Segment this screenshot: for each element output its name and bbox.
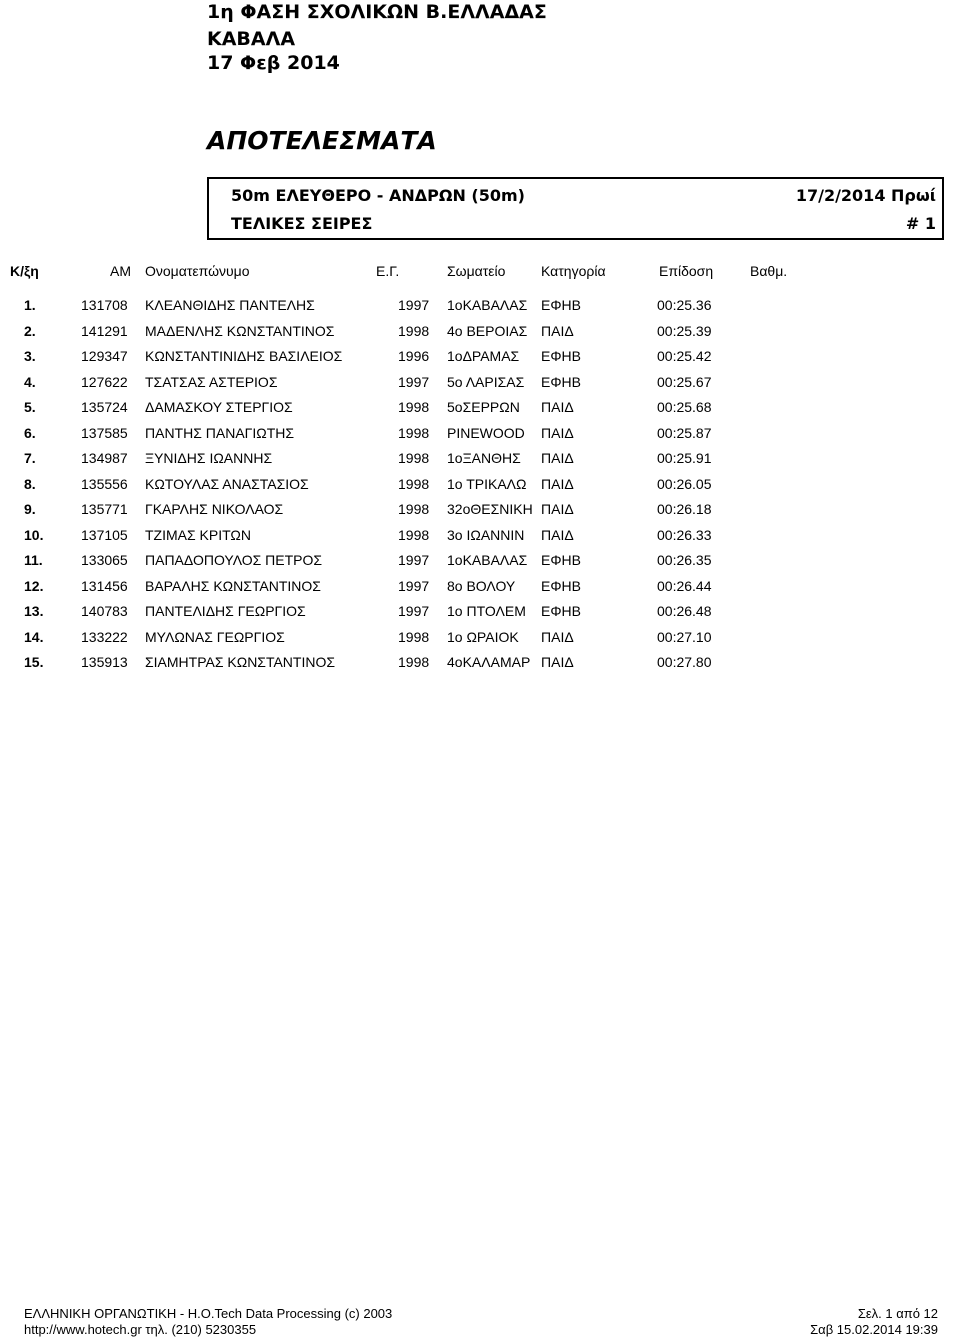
table-row xyxy=(0,449,960,475)
table-row xyxy=(0,424,960,450)
row-year: 1998 xyxy=(398,501,430,517)
table-row xyxy=(0,628,960,654)
row-club: 1οΞΑΝΘΗΣ xyxy=(447,450,521,466)
row-rank: 5. xyxy=(24,399,36,415)
row-name: ΠΑΝΤΕΛΙΔΗΣ ΓΕΩΡΓΙΟΣ xyxy=(145,603,306,619)
col-header-category: Κατηγορία xyxy=(541,263,606,279)
row-club: PINEWOOD xyxy=(447,424,525,441)
row-time: 00:27.10 xyxy=(657,628,712,645)
meet-date: 17 Φεβ 2014 xyxy=(207,52,340,74)
event-box xyxy=(207,177,944,240)
row-rank: 8. xyxy=(24,475,36,492)
table-row xyxy=(0,347,960,373)
event-name: 50m ΕΛΕΥΘΕΡΟ - ΑΝΔΡΩΝ (50m) xyxy=(231,186,525,205)
table-row xyxy=(0,373,960,399)
row-rank: 4. xyxy=(24,373,36,390)
footer-page-number: Σελ. 1 από 12 xyxy=(857,1306,938,1321)
row-rank: 3. xyxy=(24,348,36,364)
row-rank: 13. xyxy=(24,603,44,619)
table-row xyxy=(0,500,960,526)
table-row xyxy=(0,551,960,577)
row-category: ΕΦΗΒ xyxy=(541,603,581,619)
row-rank: 14. xyxy=(24,628,44,645)
row-year: 1997 xyxy=(398,373,430,390)
row-club: 1οΚΑΒΑΛΑΣ xyxy=(447,552,528,568)
row-club: 1οΚΑΒΑΛΑΣ xyxy=(447,297,528,313)
row-year: 1996 xyxy=(398,348,430,364)
row-time: 00:26.05 xyxy=(657,475,712,492)
row-am: 135771 xyxy=(81,501,128,517)
footer-printed-date: Σαβ 15.02.2014 19:39 xyxy=(810,1322,938,1337)
row-time: 00:25.68 xyxy=(657,399,712,415)
row-club: 32οΘΕΣΝΙΚΗ xyxy=(447,501,533,517)
row-rank: 15. xyxy=(24,654,44,670)
row-rank: 2. xyxy=(24,322,36,339)
row-name: ΜΑΔΕΝΛΗΣ ΚΩΝΣΤΑΝΤΙΝΟΣ xyxy=(145,322,335,339)
row-club: 5οΣΕΡΡΩΝ xyxy=(447,399,520,415)
row-time: 00:25.39 xyxy=(657,322,712,339)
row-am: 137105 xyxy=(81,526,128,543)
col-header-rank: Κ/ξη xyxy=(10,263,39,279)
table-row xyxy=(0,398,960,424)
row-am: 133222 xyxy=(81,628,128,645)
row-category: ΠΑΙΔ xyxy=(541,450,574,466)
row-year: 1998 xyxy=(398,654,430,670)
row-time: 00:26.48 xyxy=(657,603,712,619)
event-datetime: 17/2/2014 Πρωί xyxy=(795,186,936,205)
row-rank: 6. xyxy=(24,424,36,441)
meet-city: ΚΑΒΑΛΑ xyxy=(207,28,296,50)
row-name: ΚΛΕΑΝΘΙΔΗΣ ΠΑΝΤΕΛΗΣ xyxy=(145,297,315,313)
row-category: ΠΑΙΔ xyxy=(541,475,574,492)
row-time: 00:25.67 xyxy=(657,373,712,390)
row-time: 00:26.44 xyxy=(657,577,712,594)
meet-title: 1η ΦΑΣΗ ΣΧΟΛΙΚΩΝ Β.ΕΛΛΑΔΑΣ xyxy=(207,1,547,23)
row-am: 133065 xyxy=(81,552,128,568)
row-category: ΕΦΗΒ xyxy=(541,373,581,390)
col-header-points: Βαθμ. xyxy=(750,263,788,279)
row-year: 1998 xyxy=(398,424,430,441)
row-category: ΕΦΗΒ xyxy=(541,348,581,364)
row-name: ΠΑΠΑΔΟΠΟΥΛΟΣ ΠΕΤΡΟΣ xyxy=(145,552,323,568)
row-club: 4ο ΒΕΡΟΙΑΣ xyxy=(447,322,528,339)
footer-organization: ΕΛΛΗΝΙΚΗ ΟΡΓΑΝΩΤΙΚΗ - Η.Ο.Tech Data Processing (c) 2003 xyxy=(24,1306,393,1321)
row-time: 00:25.42 xyxy=(657,348,712,364)
table-row xyxy=(0,475,960,501)
table-row xyxy=(0,322,960,348)
row-club: 1ο ΩΡΑΙΟΚ xyxy=(447,628,519,645)
col-header-am: ΑΜ xyxy=(110,263,131,279)
row-category: ΠΑΙΔ xyxy=(541,526,574,543)
row-am: 141291 xyxy=(81,322,128,339)
row-time: 00:25.91 xyxy=(657,450,712,466)
row-time: 00:27.80 xyxy=(657,654,712,670)
row-am: 131456 xyxy=(81,577,128,594)
row-rank: 9. xyxy=(24,501,36,517)
row-year: 1997 xyxy=(398,297,430,313)
row-name: ΠΑΝΤΗΣ ΠΑΝΑΓΙΩΤΗΣ xyxy=(145,424,295,441)
row-name: ΚΩΤΟΥΛΑΣ ΑΝΑΣΤΑΣΙΟΣ xyxy=(145,475,309,492)
table-row xyxy=(0,296,960,322)
row-category: ΕΦΗΒ xyxy=(541,577,581,594)
row-category: ΕΦΗΒ xyxy=(541,297,581,313)
row-am: 129347 xyxy=(81,348,128,364)
row-name: ΚΩΝΣΤΑΝΤΙΝΙΔΗΣ ΒΑΣΙΛΕΙΟΣ xyxy=(145,348,343,364)
row-category: ΠΑΙΔ xyxy=(541,322,574,339)
row-category: ΠΑΙΔ xyxy=(541,424,574,441)
row-time: 00:25.36 xyxy=(657,297,712,313)
row-year: 1998 xyxy=(398,322,430,339)
event-round: ΤΕΛΙΚΕΣ ΣΕΙΡΕΣ xyxy=(231,214,373,233)
row-club: 4οΚΑΛΑΜΑΡ xyxy=(447,654,531,670)
row-time: 00:26.35 xyxy=(657,552,712,568)
row-rank: 10. xyxy=(24,526,44,543)
row-club: 8ο ΒΟΛΟΥ xyxy=(447,577,516,594)
row-am: 127622 xyxy=(81,373,128,390)
table-row xyxy=(0,653,960,679)
row-am: 134987 xyxy=(81,450,128,466)
row-year: 1997 xyxy=(398,552,430,568)
row-rank: 11. xyxy=(24,552,43,568)
row-year: 1998 xyxy=(398,450,430,466)
row-am: 135913 xyxy=(81,654,128,670)
row-time: 00:26.33 xyxy=(657,526,712,543)
col-header-time: Επίδοση xyxy=(659,263,714,279)
col-header-club: Σωματείο xyxy=(447,263,506,279)
row-category: ΕΦΗΒ xyxy=(541,552,581,568)
row-club: 1οΔΡΑΜΑΣ xyxy=(447,348,520,364)
row-year: 1998 xyxy=(398,475,430,492)
row-time: 00:26.18 xyxy=(657,501,712,517)
results-table xyxy=(0,296,960,679)
row-name: ΣΙΑΜΗΤΡΑΣ ΚΩΝΣΤΑΝΤΙΝΟΣ xyxy=(145,654,336,670)
row-club: 3ο ΙΩΑΝΝΙΝ xyxy=(447,526,525,543)
row-year: 1998 xyxy=(398,628,430,645)
row-club: 1ο ΠΤΟΛΕΜ xyxy=(447,603,526,619)
col-header-year: Ε.Γ. xyxy=(376,263,400,279)
row-year: 1998 xyxy=(398,526,430,543)
row-club: 1ο ΤΡΙΚΑΛΩ xyxy=(447,475,527,492)
row-category: ΠΑΙΔ xyxy=(541,628,574,645)
col-header-name: Ονοματεπώνυμο xyxy=(145,263,250,279)
row-name: ΓΚΑΡΛΗΣ ΝΙΚΟΛΑΟΣ xyxy=(145,501,284,517)
table-row xyxy=(0,577,960,603)
row-name: ΤΖΙΜΑΣ ΚΡΙΤΩΝ xyxy=(145,526,251,543)
row-name: ΒΑΡΑΛΗΣ ΚΩΝΣΤΑΝΤΙΝΟΣ xyxy=(145,577,321,594)
row-club: 5ο ΛΑΡΙΣΑΣ xyxy=(447,373,525,390)
row-am: 135556 xyxy=(81,475,128,492)
row-rank: 12. xyxy=(24,577,44,594)
row-year: 1997 xyxy=(398,603,430,619)
row-am: 140783 xyxy=(81,603,128,619)
row-category: ΠΑΙΔ xyxy=(541,501,574,517)
table-row xyxy=(0,526,960,552)
row-category: ΠΑΙΔ xyxy=(541,654,574,670)
row-name: ΔΑΜΑΣΚΟΥ ΣΤΕΡΓΙΟΣ xyxy=(145,399,293,415)
row-rank: 7. xyxy=(24,450,36,466)
row-year: 1998 xyxy=(398,399,430,415)
row-rank: 1. xyxy=(24,297,36,313)
row-year: 1997 xyxy=(398,577,430,594)
row-name: ΞΥΝΙΔΗΣ ΙΩΑΝΝΗΣ xyxy=(145,450,273,466)
row-name: ΤΣΑΤΣΑΣ ΑΣΤΕΡΙΟΣ xyxy=(145,373,278,390)
row-am: 135724 xyxy=(81,399,128,415)
results-heading: ΑΠΟΤΕΛΕΣΜΑΤΑ xyxy=(207,126,437,155)
row-time: 00:25.87 xyxy=(657,424,712,441)
event-number: # 1 xyxy=(905,214,936,233)
row-category: ΠΑΙΔ xyxy=(541,399,574,415)
row-am: 137585 xyxy=(81,424,128,441)
row-name: ΜΥΛΩΝΑΣ ΓΕΩΡΓΙΟΣ xyxy=(145,628,285,645)
footer-website-phone: http://www.hotech.gr τηλ. (210) 5230355 xyxy=(24,1322,257,1337)
table-row xyxy=(0,602,960,628)
row-am: 131708 xyxy=(81,297,128,313)
